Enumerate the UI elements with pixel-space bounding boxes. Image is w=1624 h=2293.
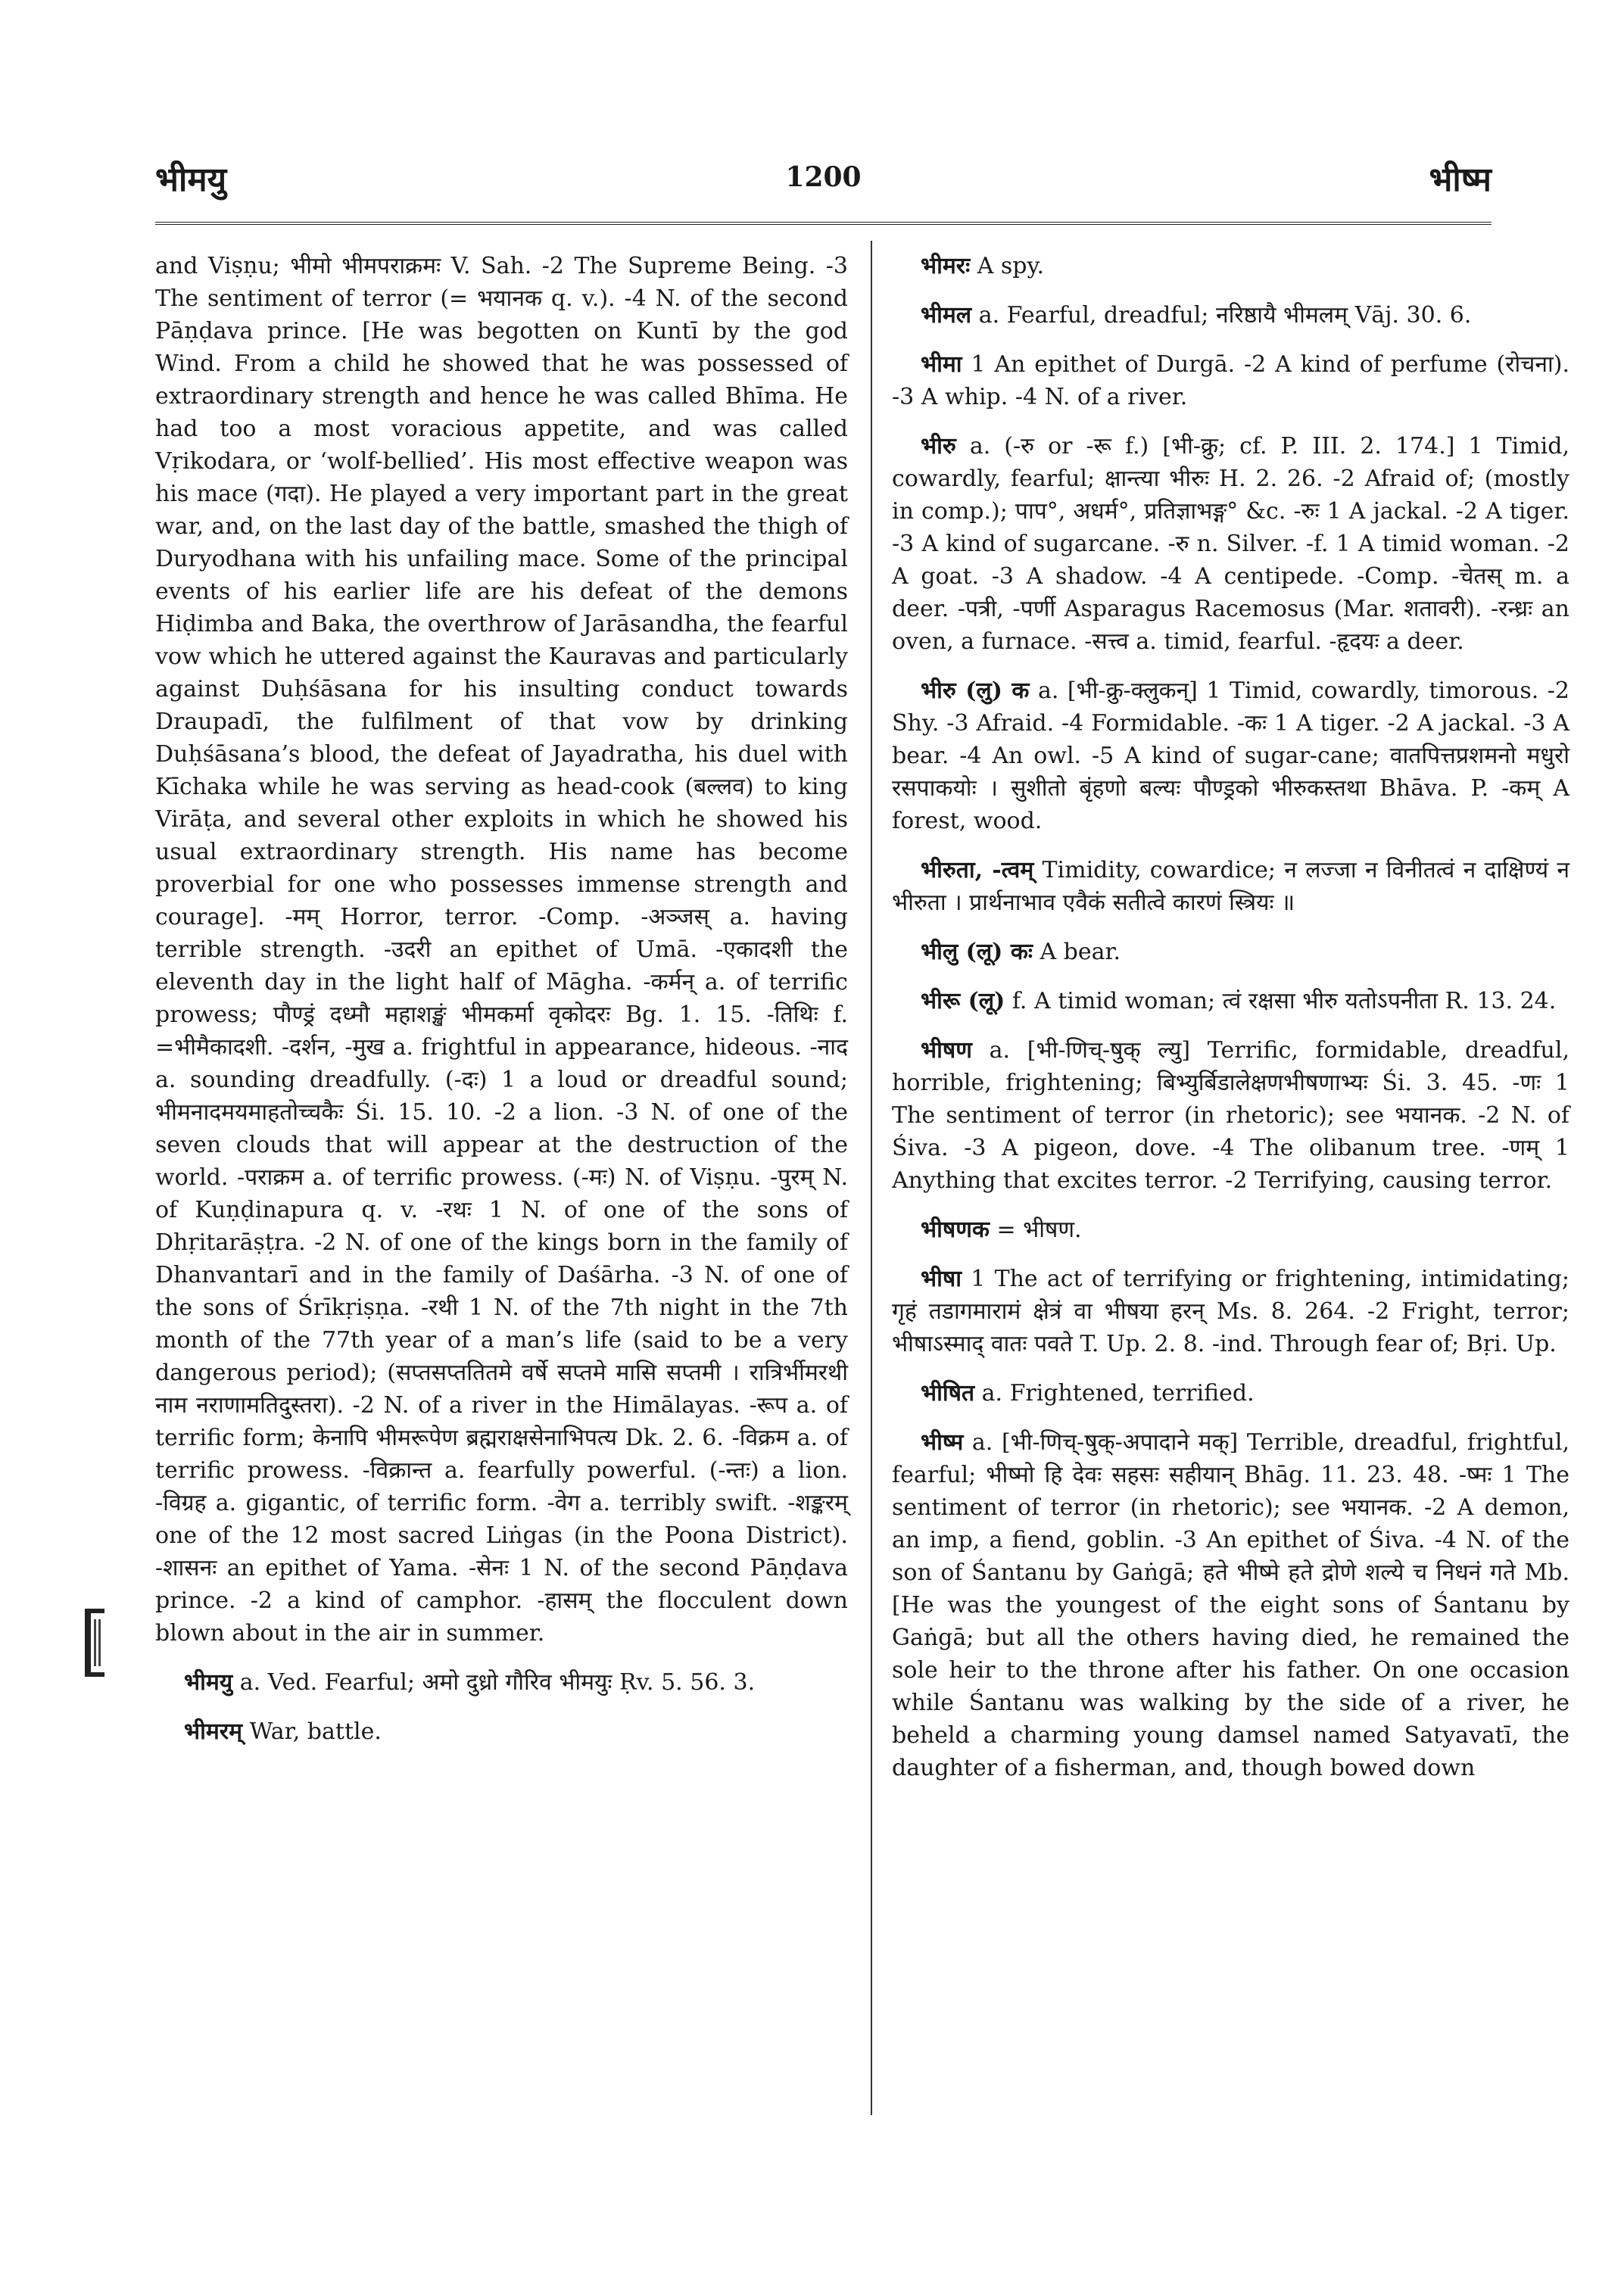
entry-headword: भीरु (लु) क: [921, 678, 1030, 704]
entry-headword: भीष्म: [921, 1429, 964, 1456]
dictionary-entry: [892, 985, 1569, 1017]
entry-headword: भीमयु: [184, 1669, 233, 1696]
entry-text: a. Frightened, terrified.: [981, 1380, 1255, 1407]
entry-headword: भीषा: [921, 1266, 962, 1292]
dictionary-entry: [892, 250, 1569, 282]
left-running-headword: भीमयु: [155, 160, 227, 199]
dictionary-entry: [892, 936, 1569, 968]
entry-text: a. [भी-क्रु-क्लुकन्] 1 Timid, cowardly, timorous. -2 Shy. -3 Afraid. -4 Formidable. -कः 1 A tiger. -2 A jackal. -3 A bear. -4 An owl. -5 A kind of sugar-cane; वातपित्तप्रशमनो मधुरो रसपाकयोः । सुशीतो बृंहणो बल्यः पौण्ड्रको भीरुकस्तथा Bhāva. P. -कम् A forest, wood.: [892, 678, 1569, 834]
right-running-headword: भीष्म: [1429, 160, 1492, 199]
dictionary-entry: [155, 1715, 848, 1748]
entry-text: A bear.: [1040, 939, 1121, 965]
entry-headword: भीमरम्: [184, 1718, 243, 1745]
column-divider: [871, 241, 872, 2115]
entry-text: a. [भी-णिच्-षुक् ल्यु] Terrific, formidable, dreadful, horrible, frightening; बिभ्युर्बिडालेक्षणभीषणाभ्यः Śi. 3. 45. -णः 1 The sentiment of terror (in rhetoric); see भयानक. -2 N. of Śiva. -3 A pigeon, dove. -4 The olibanum tree. -णम् 1 Anything that excites terror. -2 Terrifying, causing terror.: [892, 1037, 1569, 1194]
entry-text: = भीषण.: [996, 1217, 1082, 1243]
entry-text: A spy.: [977, 253, 1044, 279]
header-rule: [155, 222, 1492, 225]
entry-text: Timidity, cowardice; न लज्जा न विनीतत्वं न दाक्षिण्यं न भीरुता । प्रार्थनाभाव एवैकं सतीत्वे कारणं स्त्रियः ॥: [892, 857, 1569, 916]
entry-text: a. Ved. Fearful; अमो दुध्रो गौरिव भीमयुः Ṛv. 5. 56. 3.: [239, 1669, 756, 1696]
entry-headword: भीरु: [921, 433, 956, 460]
entry-headword: भीरू (लू): [921, 988, 1005, 1014]
dictionary-entry: [892, 1213, 1569, 1246]
entry-text: a. Fearful, dreadful; नरिष्ठायै भीमलम् Vāj. 30. 6.: [978, 302, 1472, 329]
entry-headword: भीलु (लू) कः: [921, 939, 1033, 965]
entry-text: a. [भी-णिच्-षुक्-अपादाने मक्] Terrible, dreadful, frightful, fearful; भीष्मो हि देवः सहसः सहीयान् Bhāg. 11. 23. 48. -ष्मः 1 The sentiment of terror (in rhetoric); see भयानक. -2 A demon, an imp, a fiend, goblin. -3 An epithet of Śiva. -4 N. of the son of Śantanu by Gaṅgā; हते भीष्मे हते द्रोणे शल्ये च निधनं गते Mb. [He was the youngest of the eight sons of Śantanu by Gaṅgā; but all the others having died, he remained the sole heir to the throne after his father. On one occasion while Śantanu was walking by the side of a river, he beheld a charming young damsel named Satyavatī, the daughter of a fisherman, and, though bowed down: [892, 1429, 1569, 1781]
entry-headword: भीमरः: [921, 253, 971, 279]
page-number: 1200: [785, 161, 862, 193]
entry-text: 1 The act of terrifying or frightening, intimidating; गृहं तडागमारामं क्षेत्रं वा भीषया हरन् Ms. 8. 264. -2 Fright, terror; भीषाऽस्माद् वातः पवते T. Up. 2. 8. -ind. Through fear of; Bṛi. Up.: [892, 1266, 1569, 1357]
dictionary-entry: [892, 348, 1569, 413]
entry-text: f. A timid woman; त्वं रक्षसा भीरु यतोऽपनीता R. 13. 24.: [1011, 988, 1557, 1014]
entry-headword: भीषण: [921, 1037, 972, 1064]
dictionary-entry: [892, 299, 1569, 332]
entry-text: War, battle.: [249, 1718, 382, 1745]
dictionary-entry: [155, 250, 848, 1650]
dictionary-entry: [892, 854, 1569, 919]
dictionary-entry: [892, 1263, 1569, 1360]
entry-headword: भीरुता, -त्वम्: [921, 857, 1034, 883]
page-header: [155, 155, 1492, 208]
entry-text: and Viṣṇu; भीमो भीमपराक्रमः V. Sah. -2 The Supreme Being. -3 The sentiment of terror (= भयानक q. v.). -4 N. of the second Pāṇḍava prince. [He was begotten on Kuntī by the god Wind. From a child he showed that he was possessed of extraordinary strength and hence he was called Bhīma. He had too a most voracious appetite, and was called Vṛikodara, or ‘wolf-bellied’. His most effective weapon was his mace (गदा). He played a very important part in the great war, and, on the last day of the battle, smashed the thigh of Duryodhana with his unfailing mace. Some of the principal events of his earlier life are his defeat of the demons Hiḍimba and Baka, the overthrow of Jarāsandha, the fearful vow which he uttered against the Kauravas and particularly against Duḥśāsana for his insulting conduct towards Draupadī, the fulfilment of that vow by drinking Duḥśāsana’s blood, the defeat of Jayadratha, his duel with Kīchaka while he was serving as head-cook (बल्लव) to king Virāṭa, and several other exploits in which he showed his usual extraordinary strength. His name has become proverbial for one who possesses immense strength and courage]. -मम् Horror, terror. -Comp. -अञ्जस् a. having terrible strength. -उदरी an epithet of Umā. -एकादशी the eleventh day in the light half of Māgha. -कर्मन् a. of terrific prowess; पौण्ड्रं दध्मौ महाशङ्खं भीमकर्मा वृकोदरः Bg. 1. 15. -तिथिः f. =भीमैकादशी. -दर्शन, -मुख a. frightful in appearance, hideous. -नाद a. sounding dreadfully. (-दः) 1 a loud or dreadful sound; भीमनादमयमाहतोच्चकैः Śi. 15. 10. -2 a lion. -3 N. of one of the seven clouds that will appear at the destruction of the world. -पराक्रम a. of terrific prowess. (-मः) N. of Viṣṇu. -पुरम् N. of Kuṇḍinapura q. v. -रथः 1 N. of one of the sons of Dhṛitarāṣṭra. -2 N. of one of the kings born in the family of Dhanvantarī and in the family of Daśārha. -3 N. of one of the sons of Śrīkṛiṣṇa. -रथी 1 N. of the 7th night in the 7th month of the 77th year of a man’s life (said to be a very dangerous period); (सप्तसप्ततितमे वर्षे सप्तमे मासि सप्तमी । रात्रिर्भीमरथी नाम नराणामतिदुस्तरा). -2 N. of a river in the Himālayas. -रूप a. of terrific form; केनापि भीमरूपेण ब्रह्मराक्षसेनाभिपत्य Dk. 2. 6. -विक्रम a. of terrific prowess. -विक्रान्त a. fearfully powerful. (-न्तः) a lion. -विग्रह a. gigantic, of terrific form. -वेग a. terribly swift. -शङ्करम् one of the 12 most sacred Liṅgas (in the Poona District). -शासनः an epithet of Yama. -सेनः 1 N. of the second Pāṇḍava prince. -2 a kind of camphor. -हासम् the flocculent down blown about in the air in summer.: [155, 253, 848, 1647]
entry-headword: भीषणक: [921, 1217, 990, 1243]
dictionary-entry: [892, 675, 1569, 837]
dictionary-entry: [155, 1666, 848, 1699]
entry-headword: भीमा: [921, 351, 962, 378]
left-column: [155, 250, 848, 1765]
dictionary-entry: [892, 1426, 1569, 1784]
dictionary-entry: [892, 430, 1569, 658]
entry-text: 1 An epithet of Durgā. -2 A kind of perfume (रोचना). -3 A whip. -4 N. of a river.: [892, 351, 1569, 410]
dictionary-entry: [892, 1034, 1569, 1197]
dictionary-entry: [892, 1377, 1569, 1410]
entry-headword: भीषित: [921, 1380, 975, 1407]
right-column: [892, 250, 1569, 1801]
entry-text: a. (-रु or -रू f.) [भी-क्रु; cf. P. III. 2. 174.] 1 Timid, cowardly, fearful; क्षान्त्या भीरुः H. 2. 26. -2 Afraid of; (mostly in comp.); पाप°, अधर्म°, प्रतिज्ञाभङ्ग° &c. -रुः 1 A jackal. -2 A tiger. -3 A kind of sugarcane. -रु n. Silver. -f. 1 A timid woman. -2 A goat. -3 A shadow. -4 A centipede. -Comp. -चेतस् m. a deer. -पत्री, -पर्णी Asparagus Racemosus (Mar. शतावरी). -रन्ध्रः an oven, a furnace. -सत्त्व a. timid, fearful. -हृदयः a deer.: [892, 433, 1569, 655]
margin-bracket-mark: [83, 1609, 106, 1677]
entry-headword: भीमल: [921, 302, 972, 329]
